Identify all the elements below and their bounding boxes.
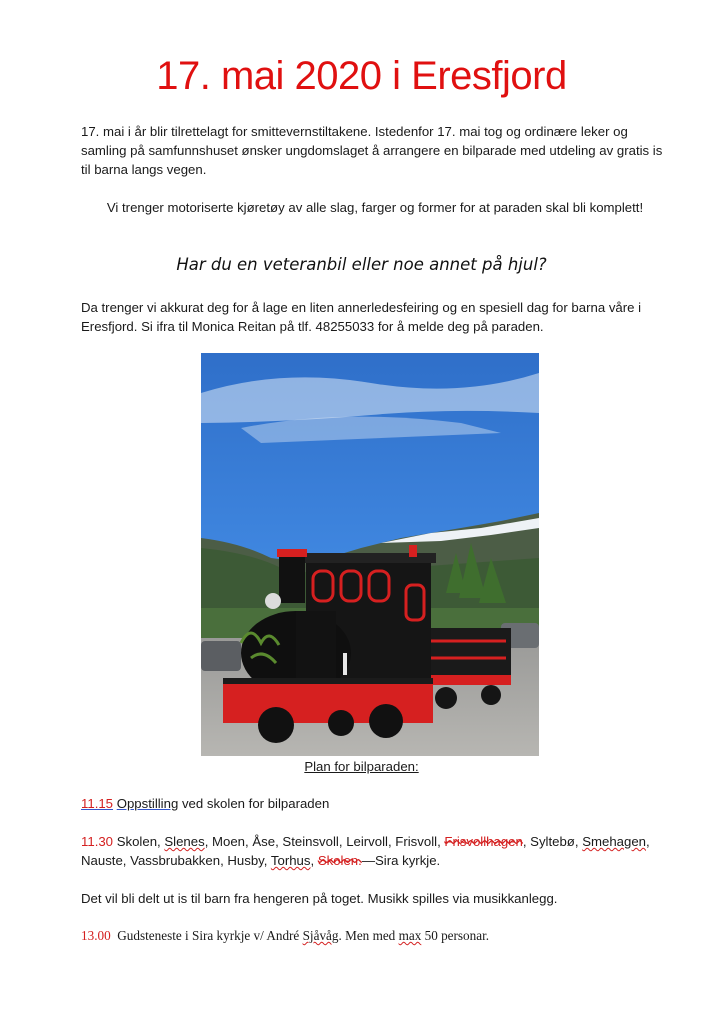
stop: Frisvoll <box>395 834 438 849</box>
stop: Vassbrubakken <box>130 853 221 868</box>
ice-note: Det vil bli delt ut is til barn fra hengeren på toget. Musikk spilles via musikkanlegg. <box>81 891 558 906</box>
stop-struck: Frisvollhagen <box>444 834 523 849</box>
service-text-after: 50 personar. <box>421 928 490 943</box>
needs-paragraph: Vi trenger motoriserte kjøretøy av alle slag, farger og former for at paraden skal bli komplett! <box>106 200 644 215</box>
stop: Moen <box>212 834 246 849</box>
stop: Slenes <box>164 834 205 849</box>
service-text-before: Gudsteneste i Sira kyrkje v/ André <box>117 928 303 943</box>
stop: Sira kyrkje. <box>375 853 441 868</box>
service-line <box>81 926 681 945</box>
schedule-item-1 <box>81 794 681 813</box>
service-time: 13.00 <box>81 928 111 943</box>
stop: Smehagen <box>582 834 646 849</box>
schedule-label-1: Oppstilling <box>116 796 179 811</box>
plan-title: Plan for bilparaden: <box>304 759 419 774</box>
stop-struck: Skolen. <box>317 853 362 868</box>
stop: Steinsvoll <box>282 834 339 849</box>
stop: Nauste <box>81 853 123 868</box>
schedule-item-2: 11.30 Skolen, Slenes, Moen, Åse, Steinsvoll, Leirvoll, Frisvoll, Frisvollhagen, Syltebø, Smehagen, Nauste, Vassbrubakken, Husby, Torhus, Skolen.—Sira kyrkje. <box>81 834 650 868</box>
call-to-action-paragraph: Da trenger vi akkurat deg for å lage en liten annerledesfeiring og en spesiell dag for barna våre i Eresfjord. Si ifra til Monica Reitan på tlf. 48255033 for å melde deg på paraden. <box>81 300 642 334</box>
page-title: 17. mai 2020 i Eresfjord <box>156 54 567 98</box>
schedule-text-1: ved skolen for bilparaden <box>178 796 330 811</box>
stop: Torhus <box>270 853 311 868</box>
service-name: Sjåvåg <box>302 928 339 943</box>
schedule-time-2: 11.30 <box>81 834 114 849</box>
stop: Syltebø <box>530 834 575 849</box>
stop: Leirvoll <box>346 834 388 849</box>
stop: Åse <box>252 834 276 849</box>
stop: Husby <box>227 853 264 868</box>
schedule-time-1: 11.15 <box>81 796 114 811</box>
stop: Skolen <box>116 834 158 849</box>
intro-paragraph: 17. mai i år blir tilrettelagt for smittevernstiltakene. Istedenfor 17. mai tog og ordinære leker og samling på samfunnshuset ønsker ungdomslaget å arrangere en bilparade med utdeling av gratis is til barna langs vegen. <box>81 124 663 177</box>
train-photo <box>201 353 539 756</box>
service-max: max <box>398 928 422 943</box>
service-text-mid: . Men med <box>338 928 399 943</box>
question-heading: Har du en veteranbil eller noe annet på hjul? <box>176 255 547 274</box>
